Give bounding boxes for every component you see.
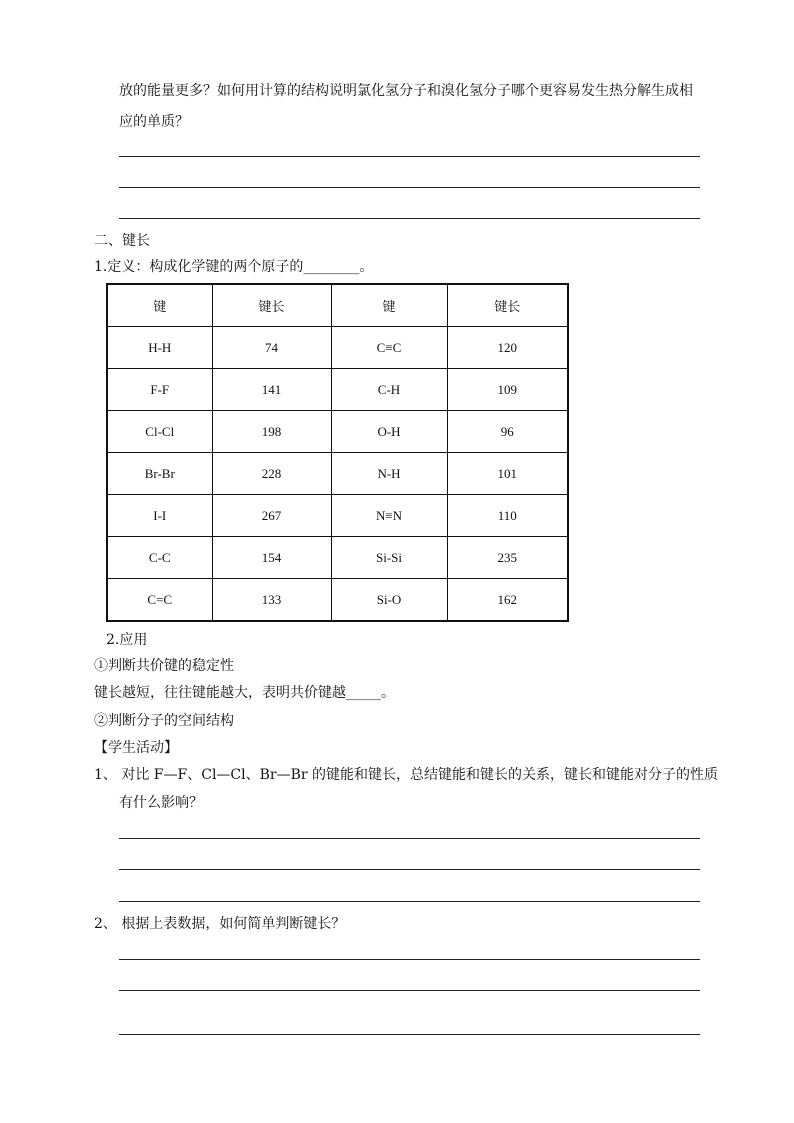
bond-length-table	[106, 283, 569, 622]
answer-line	[119, 156, 700, 157]
table-row	[107, 453, 568, 495]
table-row	[107, 327, 568, 369]
header-cell: 键	[331, 284, 447, 327]
table-cell: 162	[447, 579, 568, 622]
intro-line-2: 应的单质？	[119, 114, 189, 130]
table-cell: Br-Br	[107, 453, 212, 495]
table-cell: C-H	[331, 369, 447, 411]
table-cell: C=C	[107, 579, 212, 622]
table-cell: Si-Si	[331, 537, 447, 579]
table-cell: N-H	[331, 453, 447, 495]
table-cell: Cl-Cl	[107, 411, 212, 453]
intro-line-1: 放的能量更多？如何用计算的结构说明氯化氢分子和溴化氢分子哪个更容易发生热分解生成相	[119, 83, 693, 99]
table-cell: H-H	[107, 327, 212, 369]
table-cell: 96	[447, 411, 568, 453]
answer-line	[119, 959, 700, 960]
table-cell: 109	[447, 369, 568, 411]
answer-line	[119, 869, 700, 870]
table-cell: 74	[212, 327, 331, 369]
table-cell: 141	[212, 369, 331, 411]
table-cell: C-C	[107, 537, 212, 579]
table-row	[107, 537, 568, 579]
answer-line	[119, 1034, 700, 1035]
header-cell: 键长	[212, 284, 331, 327]
answer-line	[119, 990, 700, 991]
header-cell: 键	[107, 284, 212, 327]
activity-heading: 【学生活动】	[94, 740, 178, 756]
table-cell: N≡N	[331, 495, 447, 537]
answer-line	[119, 838, 700, 839]
table-cell: 235	[447, 537, 568, 579]
table-header-row	[107, 284, 568, 327]
question-1-line-1: 1、 对比 F—F、Cl—Cl、Br—Br 的键能和键长，总结键能和键长的关系，键长和键能对分子的性质	[94, 767, 719, 783]
table-cell: 267	[212, 495, 331, 537]
table-cell: 133	[212, 579, 331, 622]
table-row	[107, 579, 568, 622]
answer-line	[119, 187, 700, 188]
table-cell: C≡C	[331, 327, 447, 369]
section-heading: 二、键长	[94, 233, 150, 249]
table-cell: 120	[447, 327, 568, 369]
answer-line	[119, 218, 700, 219]
table-cell: I-I	[107, 495, 212, 537]
table-cell: O-H	[331, 411, 447, 453]
application-item-2: ②判断分子的空间结构	[94, 713, 234, 729]
question-1-line-2: 有什么影响？	[119, 795, 203, 811]
application-heading: 2.应用	[106, 632, 148, 648]
application-item-1: ①判断共价键的稳定性	[94, 658, 234, 674]
answer-line	[119, 901, 700, 902]
table-row	[107, 495, 568, 537]
table-cell: 154	[212, 537, 331, 579]
table-cell: 101	[447, 453, 568, 495]
table-cell: Si-O	[331, 579, 447, 622]
question-2: 2、 根据上表数据，如何简单判断键长？	[94, 916, 346, 932]
table-row	[107, 411, 568, 453]
application-item-1-text: 键长越短，往往键能越大，表明共价键越_____。	[94, 685, 395, 701]
table-cell: F-F	[107, 369, 212, 411]
table-row	[107, 369, 568, 411]
definition-text: 1.定义：构成化学键的两个原子的________。	[94, 259, 374, 275]
header-cell: 键长	[447, 284, 568, 327]
table-cell: 198	[212, 411, 331, 453]
table-cell: 228	[212, 453, 331, 495]
table-cell: 110	[447, 495, 568, 537]
